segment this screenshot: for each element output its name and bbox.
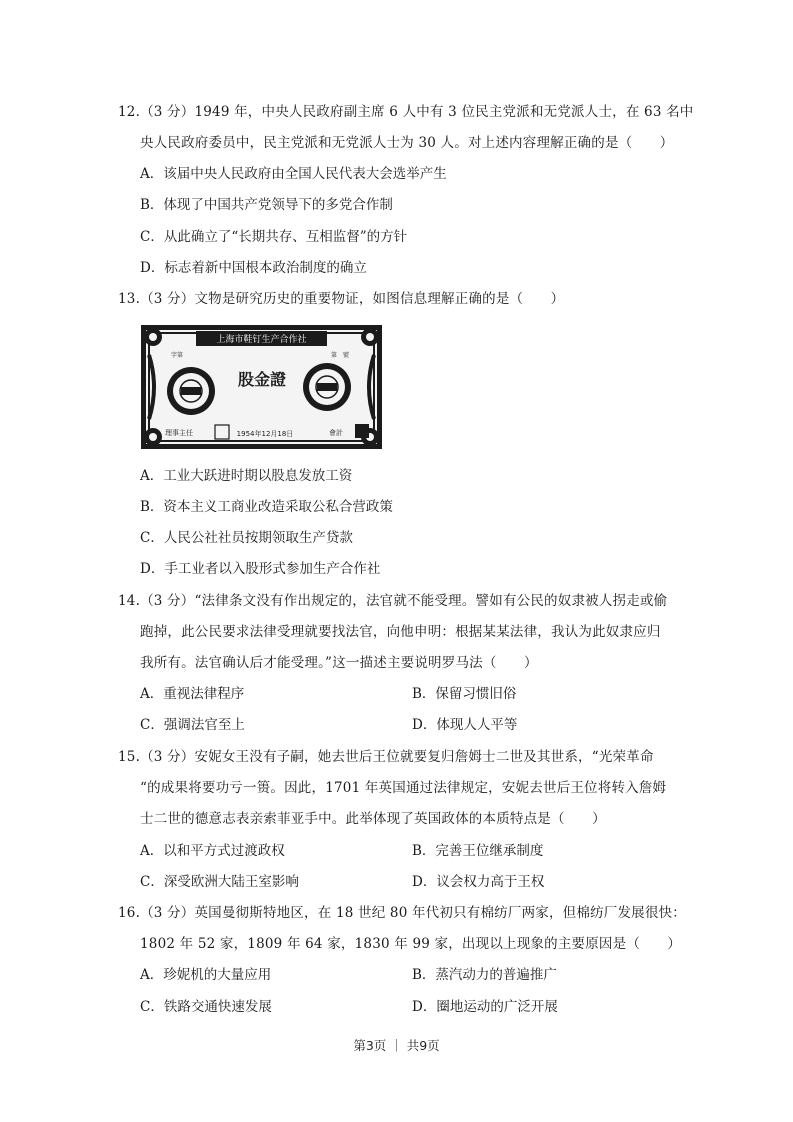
question-12-stem [118,97,694,159]
question-16-option-b: B．蒸汽动力的普遍推广 [412,967,557,983]
certificate-top-left-label: 字第 [171,352,184,359]
left-gear-seal-icon [167,367,215,415]
question-13-option-b: B．资本主义工商业改造采取公私合营政策 [140,499,393,515]
certificate-date: 1954年12月18日 [236,430,294,438]
question-16-option-a: A．珍妮机的大量应用 [140,967,272,983]
certificate-director-label: 理事主任 [165,429,193,437]
question-15-line-2: “的成果将要功亏一篑。因此，1701 年英国通过法律规定，安妮去世后王位将转入詹姆 [140,780,667,796]
question-15-option-a: A．以和平方式过渡政权 [140,843,285,859]
question-16-option-c: C．铁路交通快速发展 [140,999,272,1015]
question-16-line-1: 16.（3 分）英国曼彻斯特地区，在 18 世纪 80 年代初只有棉纺厂两家，但棉纺厂发展很快： [118,905,686,921]
question-15-stem [118,742,674,835]
question-13-option-a: A．工业大跃进时期以股息发放工资 [140,468,353,484]
question-14-stem [118,586,674,679]
question-12-line-2: 央人民政府委员中，民主党派和无党派人士为 30 人。对上述内容理解正确的是（ ） [140,135,674,151]
question-12-option-d: D．标志着新中国根本政治制度的确立 [140,260,367,276]
question-14-line-2: 跑掉，此公民要求法律受理就要找法官，向他申明：根据某某法律，我认为此奴隶应归 [140,624,661,640]
question-14-option-a: A．重视法律程序 [140,686,245,702]
question-15-option-d: D．议会权力高于王权 [412,874,545,890]
question-12-line-1: 12.（3 分）1949 年，中央人民政府副主席 6 人中有 3 位民主党派和无党派人士，在 63 名中 [118,104,694,120]
page-footer: 第3页 ｜ 共9页 [353,1038,440,1053]
question-16-stem [118,898,686,960]
question-12-option-b: B．体现了中国共产党领导下的多党合作制 [140,197,393,213]
question-13-stem [118,284,674,315]
question-14-option-b: B．保留习惯旧俗 [412,686,517,702]
certificate-accountant-label: 會計 [329,429,343,437]
certificate-top-right-label: 第 號 [331,352,350,359]
question-13-line-1: 13.（3 分）文物是研究历史的重要物证，如图信息理解正确的是（ ） [118,291,565,307]
question-13-option-c: C．人民公社社员按期领取生产贷款 [140,530,353,546]
question-14-option-c: C．强调法官至上 [140,717,245,733]
question-16-line-2: 1802 年 52 家，1809 年 64 家，1830 年 99 家，出现以上现象的主要原因是（ ） [140,936,682,952]
question-12-option-c: C．从此确立了“长期共存、互相监督”的方针 [140,229,408,245]
question-13-option-d: D．手工业者以入股形式参加生产合作社 [140,561,381,577]
question-15-line-3: 士二世的德意志表亲索菲亚手中。此举体现了英国政体的本质特点是（ ） [140,811,606,827]
question-15-line-1: 15.（3 分）安妮女王没有子嗣，她去世后王位就要复归詹姆士二世及其世系，“光荣革命 [118,749,654,765]
question-15-option-b: B．完善王位继承制度 [412,843,544,859]
question-14-option-d: D．体现人人平等 [412,717,518,733]
question-16-option-d: D．圈地运动的广泛开展 [412,999,558,1015]
question-15-option-c: C．深受欧洲大陆王室影响 [140,874,299,890]
certificate-title: 股金證 [237,370,287,389]
certificate-header: 上海市鞋钉生产合作社 [216,335,307,345]
share-certificate-image [141,325,382,449]
right-gear-seal-icon [303,363,351,411]
question-14-line-1: 14.（3 分）“法律条文没有作出规定的，法官就不能受理。譬如有公民的奴隶被人拐走或偷 [118,593,668,609]
question-14-line-3: 我所有。法官确认后才能受理。”这一描述主要说明罗马法（ ） [140,655,538,671]
question-12-option-a: A．该届中央人民政府由全国人民代表大会选举产生 [140,166,447,182]
